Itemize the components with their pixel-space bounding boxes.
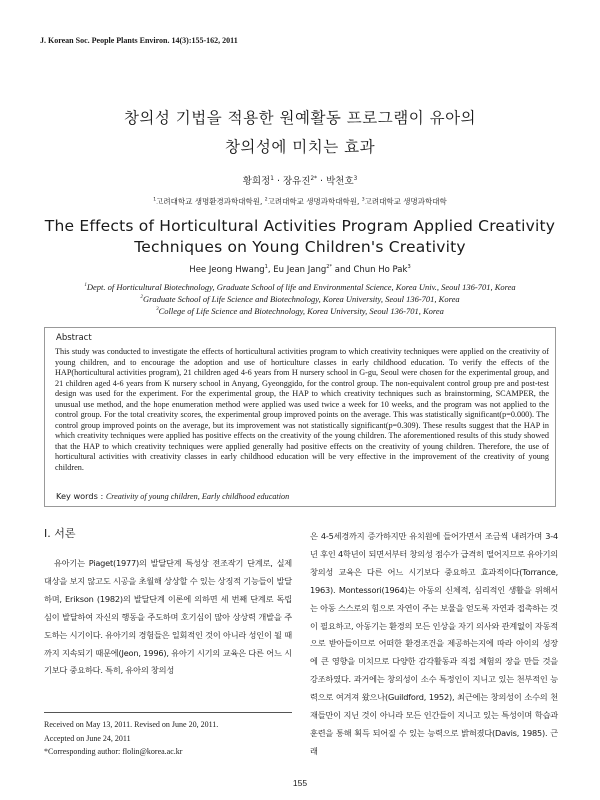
- author-superscript: 1: [270, 175, 274, 182]
- body-paragraph: 유아기는 Piaget(1977)의 발달단계 특성상 전조작기 단계로, 실제 대상을 보지 않고도 시공을 초월해 상상할 수 있는 상징적 기능들이 발달하며, Erikson (1982)의 발달단계 이론에 의하면 세 번째 단계로 독립심이 발달하여 자신의 행동을 주도하며 호기심이 많아 상상력 개발을 주도하는 시기이다. 유아기의 경험들은 일회적인 것이 아니라 성인이 될 때까지 지속되기 때문에(Jeon, 1996), 유아기 시기의 교육은 다른 어느 시기보다 중요하다. 특히, 유아의 창의성: [44, 558, 292, 676]
- english-affiliation-3: [0, 306, 600, 316]
- keywords-label: Key words :: [56, 491, 104, 501]
- affiliation-superscript: 2: [140, 294, 143, 301]
- footnotes: [44, 718, 292, 759]
- korean-author-name: 박천호: [326, 176, 354, 187]
- footnote-divider: [44, 712, 292, 713]
- affiliation-superscript: 3: [361, 197, 365, 203]
- english-affiliation-1: [0, 282, 600, 292]
- korean-affiliation: 고려대학교 생명과학대학원: [267, 197, 357, 206]
- korean-affiliation: 고려대학교 생명환경과학대학원: [156, 197, 260, 206]
- affiliation-superscript: 2: [264, 197, 268, 203]
- korean-authors: [0, 173, 600, 187]
- english-title-line-2: Techniques on Young Children's Creativity: [134, 238, 466, 256]
- body-column-left: [44, 555, 292, 680]
- footnote-corresponding: *Corresponding author: flolin@korea.ac.kr: [44, 747, 183, 756]
- english-affiliation-2: [0, 294, 600, 304]
- author-superscript: 2*: [326, 264, 333, 271]
- affiliation-superscript: 1: [153, 197, 157, 203]
- author-superscript: 2*: [310, 175, 317, 182]
- author-separator: ·: [276, 176, 280, 187]
- english-author-name: Hee Jeong Hwang: [189, 265, 265, 275]
- korean-title-line-2: 창의성에 미치는 효과: [224, 138, 376, 156]
- affiliation-superscript: 1: [84, 282, 87, 289]
- section-title-introduction: Ⅰ. 서론: [44, 527, 76, 540]
- footnote-received: Received on May 13, 2011. Revised on June 20, 2011.: [44, 720, 219, 729]
- abstract-heading: Abstract: [56, 333, 92, 343]
- korean-affiliation: 고려대학교 생명과학대학: [364, 197, 447, 206]
- english-title-line-1: The Effects of Horticultural Activities Program Applied Creativity: [44, 217, 556, 235]
- english-affiliation-text: Dept. of Horticultural Biotechnology, Graduate School of life and Environmental Science, Korea Univ., Seoul 136-701, Korea: [86, 282, 516, 292]
- page-number: 155: [292, 778, 308, 788]
- english-authors: Hee Jeong Hwang$^1$, Eu Jean Jang$^{2*}$ and Chun Ho Pak$^3$: [189, 264, 411, 275]
- affiliation-superscript: 3: [156, 306, 159, 313]
- korean-author-name: 황희정: [242, 176, 271, 187]
- keywords: [56, 491, 289, 501]
- author-separator: ·: [320, 176, 324, 187]
- body-paragraph: 은 4-5세경까지 증가하지만 유치원에 들어가면서 조금씩 내려가며 3-4년 후인 4학년이 되면서부터 창의성 점수가 급격히 떨어지므로 유아기의 창의성 교육은 다른 어느 시기보다 중요하고 효과적이다(Torrance, 1963). Montessori(1964)는 아동의 신체적, 심리적인 생활을 위해서는 아동 스스로의 힘으로 자연이 주는 보물을 얻도록 자연과 접촉하는 것이 필요하고, 아동기는 환경의 모든 인상을 자기 의사와 관계없이 자동적으로 받아들이므로 어떠한 환경조건을 제공하는지에 따라 아이의 성장에 큰 영향을 미치므로 다양한 감각활동과 직접 체험의 장을 만들 것을 강조하였다. 과거에는 창의성이 소수 특정인이 지니고 있는 천부적인 능력으로 여겨져 왔으나(Guildford, 1952), 최근에는 창의성이 소수의 천재들만이 지닌 것이 아니라 모든 인간들이 지니고 있는 특성이며 학습과 훈련을 통해 획득 되어질 수 있는 능력으로 밝혀졌다(Davis, 1985). 근래: [310, 531, 558, 756]
- korean-author-name: 장유진: [283, 176, 311, 187]
- english-author-name: Eu Jean Jang: [273, 265, 327, 275]
- english-affiliation-text: Graduate School of Life Science and Biotechnology, Korea University, Seoul 136-701, Korea: [142, 294, 460, 304]
- english-affiliation-text: College of Life Science and Biotechnology, Korea University, Seoul 136-701, Korea: [158, 306, 444, 316]
- keywords-text: Creativity of young children, Early childhood education: [105, 492, 290, 501]
- author-superscript: 3: [407, 264, 411, 271]
- english-author-name: Chun Ho Pak: [353, 265, 408, 275]
- author-superscript: 3: [353, 175, 358, 182]
- korean-affiliations: $^1$고려대학교 생명환경과학대학원, $^2$고려대학교 생명과학대학원, $^3$고려대학교 생명과학대학: [153, 197, 447, 206]
- abstract-body: This study was conducted to investigate the effects of horticultural activities program to which creativity techniques were applied on the creativity of young children, and to encourage the adoption and use of horticulture classes in early childhood education. To verify the effects of the HAP(horticultural activities program), 21 children aged 4-6 years from H nursery school in G-gu, Seoul were chosen for the experimental group, and 21 children aged 4-6 years from K nursery school in Anyang, Gyeonggido, for the control group. The non-equivalent control group pre and post-test design was used for the experiment. For the experimental group, the HAP to which creativity techniques such as brainstorming, SCAMPER, the unusual use method, and the hope enumeration method were applied was used twice a week for 10 weeks, and the program was not applied to the control group. For the total creativity scores, the experimental group improved points on the average. This was statistically significant(p=0.000). The control group improved points on the average, but its improvement was not statistically significant(p=0.309). These results suggest that the HAP in which creativity techniques were applied has positive effects on the creativity of the young children. The aforementioned results of this study showed that the HAP to which creativity techniques were applied generally had positive effects on the creativity of young children. Therefore, the use of horticultural activities with creativity classes in early childhood education will be very effective in the improvement of the creativity of young children.: [55, 347, 549, 472]
- author-superscript: 1: [264, 264, 268, 271]
- body-column-right: [310, 528, 558, 761]
- journal-header: J. Korean Soc. People Plants Environ. 14(3):155-162, 2011: [40, 36, 238, 45]
- korean-title-line-1: 창의성 기법을 적용한 원예활동 프로그램이 유아의: [123, 109, 477, 127]
- footnote-accepted: Accepted on June 24, 2011: [44, 733, 131, 743]
